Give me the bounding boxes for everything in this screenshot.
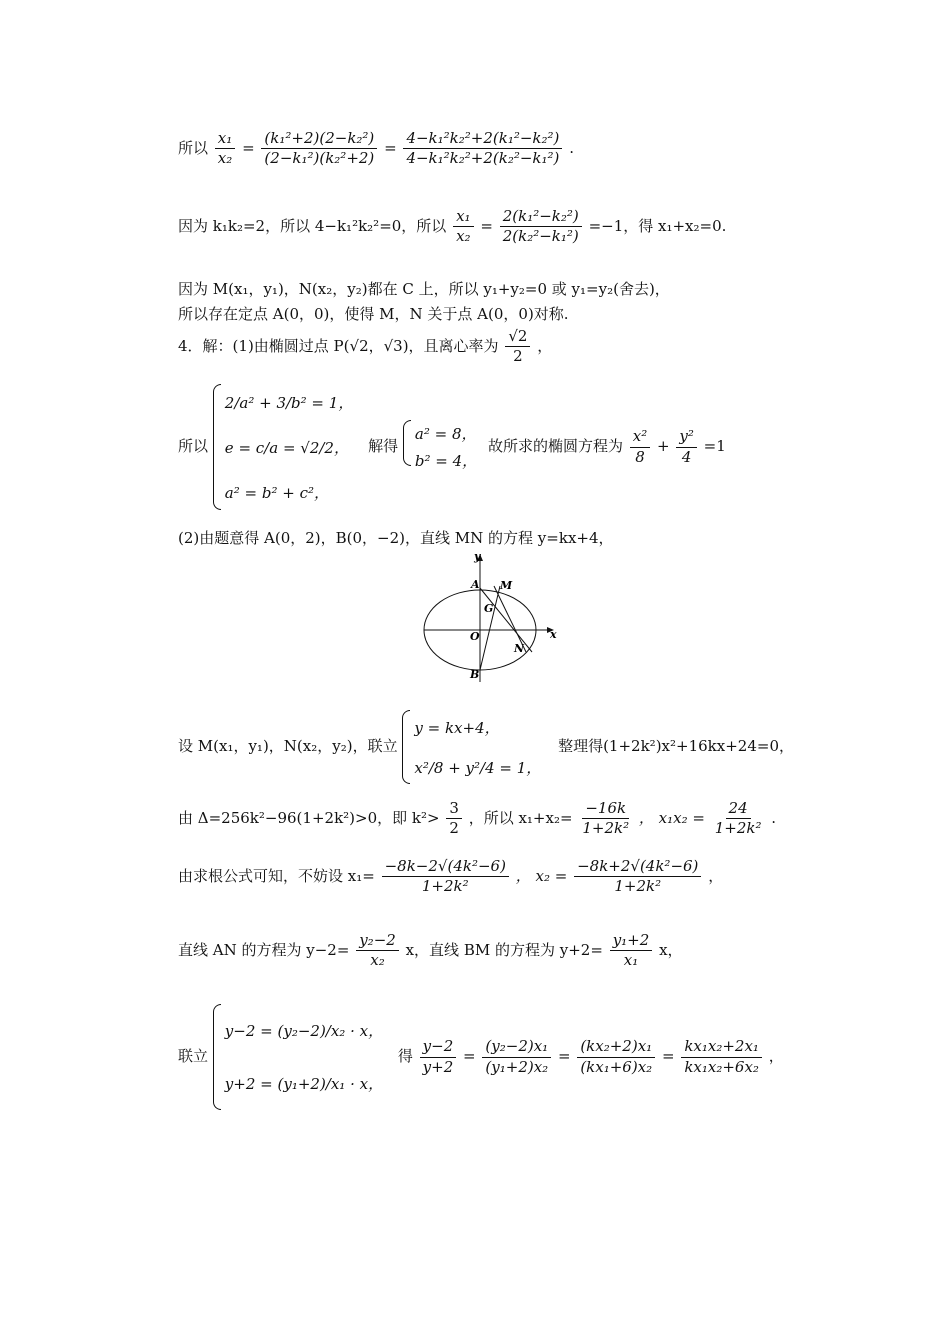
fraction: $\frac{\text{y²}}{4}$ bbox=[676, 428, 697, 466]
label-A: A bbox=[471, 578, 480, 591]
text: 所以 bbox=[178, 138, 209, 157]
equation-system: y = kx+4， x²/8 + y²/4 = 1， bbox=[402, 710, 541, 784]
ratio-line: 所以 $\frac{\text{x₁}}{\text{x₂}}$ = $\frac{\text{(k₁²+2)(2−k₂²)}}{\text{(2−k₁²)(k₂²+2)}}$ = $\frac{\text{4−k₁²k₂²+2(k₁²−k₂²)}}{\text{4−k₁²k₂²+2(k₂²−k₁²)}}$ . bbox=[178, 129, 574, 168]
label-B: B bbox=[470, 668, 480, 681]
fraction: $\frac{\text{x₁}}{\text{x₂}}$ bbox=[453, 208, 473, 246]
text-line: 所以存在定点 A(0，0)，使得 M，N 关于点 A(0，0)对称. bbox=[178, 305, 569, 323]
label-y: y bbox=[474, 550, 481, 563]
equation-system: y−2 = (y₂−2)/x₂ · x， y+2 = (y₁+2)/x₁ · x， bbox=[213, 1004, 383, 1110]
fraction: $\frac{\text{−8k−2√(4k²−6)}}{\text{1+2k²}}$ bbox=[382, 858, 509, 896]
line-MN bbox=[480, 588, 532, 652]
line-equations: 直线 AN 的方程为 y−2= $\frac{\text{y₂−2}}{\text{x₂}}$ x，直线 BM 的方程为 y+2= $\frac{\text{y₁+2}}{\text{x₁}}$ x， bbox=[178, 931, 683, 970]
fraction: $\frac{\text{(kx₂+2)x₁}}{\text{(kx₁+6)x₂}}$ bbox=[577, 1038, 655, 1076]
label-O: O bbox=[470, 630, 480, 643]
problem-4-heading: 4．解：(1)由椭圆过点 P(√2，√3)，且离心率为 $\frac{√2}{2}$ ， bbox=[178, 327, 553, 366]
fraction: $\frac{\text{4−k₁²k₂²+2(k₁²−k₂²)}}{\text{4−k₁²k₂²+2(k₂²−k₁²)}}$ bbox=[403, 130, 562, 168]
fraction: $\frac{\text{kx₁x₂+2x₁}}{\text{kx₁x₂+6x₂}}$ bbox=[681, 1038, 762, 1076]
equation-system: 2/a² + 3/b² = 1， e = c/a = √2/2， a² = b² + c²， bbox=[213, 384, 354, 510]
line-BM bbox=[480, 586, 500, 670]
fraction: $\frac{-16k}{\text{1+2k²}}$ bbox=[582, 799, 630, 838]
fraction: $\frac{\text{(k₁²+2)(2−k₂²)}}{\text{(2−k₁²)(k₂²+2)}}$ bbox=[261, 130, 377, 168]
fraction: $\frac{\text{y₂−2}}{\text{x₂}}$ bbox=[356, 932, 399, 970]
substitution-line: 设 M(x₁，y₁)，N(x₂，y₂)，联立 y = kx+4， x²/8 + y²/4 = 1， 整理得(1+2k²)x²+16kx+24=0， bbox=[178, 710, 794, 784]
fraction: $\frac{\text{y₁+2}}{\text{x₁}}$ bbox=[610, 932, 653, 970]
text-line: (2)由题意得 A(0，2)，B(0，−2)，直线 MN 的方程 y=kx+4， bbox=[178, 529, 614, 547]
ellipse-system-line: 所以 2/a² + 3/b² = 1， e = c/a = √2/2， a² = b² + c²， 解得 a² = 8， b² = 4， 故所求的椭圆方程为 $\frac{\text{x²}}{8}$ + $\frac{\text{y²}}{4}$ =1 bbox=[178, 384, 726, 510]
intersection-line: 联立 y−2 = (y₂−2)/x₂ · x， y+2 = (y₁+2)/x₁ · x， 得 $\frac{y-2}{y+2}$ = $\frac{\text{(y₂−2)x₁}}{\text{(y₁+2)x₂}}$ = $\frac{\text{(kx₂+2)x₁}}{\text{(kx₁+6)x₂}}$ = $\frac{\text{kx₁x₂+2x₁}}{\text{kx₁x₂+6x₂}}$ ， bbox=[178, 1004, 784, 1110]
label-N: N bbox=[514, 642, 525, 655]
fraction: $\frac{3}{2}$ bbox=[446, 800, 462, 838]
discriminant-line: 由 Δ=256k²−96(1+2k²)>0，即 k²> $\frac{3}{2}$ ，所以 x₁+x₂= $\frac{-16k}{\text{1+2k²}}$ ， x₁x₂ = $\frac{24}{\text{1+2k²}}$ . bbox=[178, 799, 777, 838]
fraction: $\frac{\text{−8k+2√(4k²−6)}}{\text{1+2k²}}$ bbox=[574, 858, 701, 896]
ellipse-figure bbox=[420, 548, 570, 684]
fraction: $\frac{\text{x²}}{8}$ bbox=[630, 428, 650, 466]
fraction: $\frac{\text{2(k₁²−k₂²)}}{\text{2(k₂²−k₁²)}}$ bbox=[500, 208, 582, 246]
fraction: $\frac{y-2}{y+2}$ bbox=[420, 1038, 457, 1076]
label-M: M bbox=[500, 579, 513, 592]
fraction: $\frac{24}{\text{1+2k²}}$ bbox=[714, 799, 762, 838]
fraction: $\frac{\text{x₁}}{\text{x₂}}$ bbox=[215, 130, 235, 168]
fraction: $\frac{\text{(y₂−2)x₁}}{\text{(y₁+2)x₂}}$ bbox=[482, 1038, 551, 1076]
root-formula-line: 由求根公式可知，不妨设 x₁= $\frac{\text{−8k−2√(4k²−6)}}{\text{1+2k²}}$ ， x₂ = $\frac{\text{−8k+2√(4k²−6)}}{\text{1+2k²}}$ ， bbox=[178, 857, 724, 896]
label-x: x bbox=[550, 628, 557, 641]
text-line: 因为 M(x₁，y₁)，N(x₂，y₂)都在 C 上，所以 y₁+y₂=0 或 y₁=y₂(舍去)， bbox=[178, 280, 670, 298]
label-G: G bbox=[484, 602, 494, 615]
solution-system: a² = 8， b² = 4， bbox=[403, 420, 477, 474]
simplify-line: 因为 k₁k₂=2，所以 4−k₁²k₂²=0，所以 $\frac{\text{x₁}}{\text{x₂}}$ = $\frac{\text{2(k₁²−k₂²)}}{\text{2(k₂²−k₁²)}}$ =−1，得 x₁+x₂=0. bbox=[178, 207, 727, 246]
fraction: $\frac{√2}{2}$ bbox=[505, 328, 530, 366]
